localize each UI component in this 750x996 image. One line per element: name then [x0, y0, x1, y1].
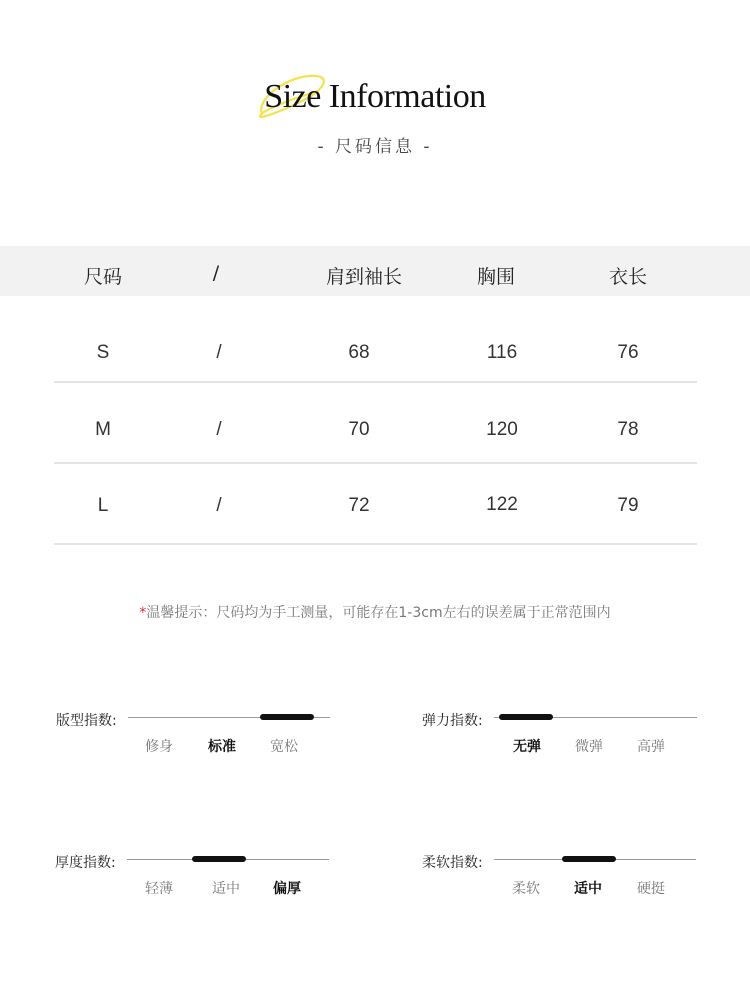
index-label: 柔软指数: [422, 855, 483, 871]
index-option-selected: 标准 [208, 739, 236, 755]
measurement-note [0, 602, 750, 622]
index-option: 高弹 [637, 739, 665, 755]
table-cell: M [95, 419, 111, 440]
table-header [0, 246, 750, 296]
index-knob [499, 714, 553, 720]
note-star: * [139, 605, 147, 621]
table-cell: 79 [617, 495, 639, 516]
table-cell: 70 [348, 419, 370, 440]
row-divider [54, 543, 697, 545]
column-header: 肩到袖长 [325, 266, 403, 288]
row-divider [54, 381, 697, 383]
table-cell: 122 [486, 494, 518, 515]
note-text: 温馨提示：尺码均为手工测量，可能存在1-3cm左右的误差属于正常范围内 [146, 605, 611, 621]
index-knob [192, 856, 246, 862]
index-option: 硬挺 [637, 881, 665, 897]
table-cell: 116 [486, 342, 518, 363]
table-cell: 78 [617, 419, 639, 440]
index-knob [260, 714, 314, 720]
page-subtitle: - 尺码信息 - [317, 137, 433, 157]
column-header: 胸围 [476, 266, 516, 288]
index-option: 轻薄 [145, 881, 173, 897]
row-divider [54, 462, 697, 464]
page-title: Size Information [264, 78, 486, 115]
index-option-selected: 适中 [574, 881, 602, 897]
index-label: 弹力指数: [422, 713, 483, 729]
table-cell: / [216, 342, 222, 363]
index-label: 版型指数: [56, 713, 117, 729]
index-option: 微弹 [575, 739, 603, 755]
column-header: / [212, 262, 220, 284]
table-cell: 68 [348, 342, 370, 363]
column-header: 衣长 [608, 266, 648, 288]
index-option-selected: 无弹 [513, 739, 541, 755]
column-header: 尺码 [83, 266, 123, 288]
table-cell: 76 [617, 342, 639, 363]
index-label: 厚度指数: [55, 855, 116, 871]
table-cell: 120 [486, 419, 518, 440]
index-option: 适中 [212, 881, 240, 897]
index-option: 柔软 [512, 881, 540, 897]
table-cell: L [97, 495, 109, 516]
index-option: 宽松 [270, 739, 298, 755]
table-cell: / [216, 419, 222, 440]
table-cell: / [216, 495, 222, 516]
table-cell: 72 [348, 495, 370, 516]
index-knob [562, 856, 616, 862]
index-option: 修身 [145, 739, 173, 755]
index-option-selected: 偏厚 [273, 881, 301, 897]
table-cell: S [96, 342, 110, 363]
